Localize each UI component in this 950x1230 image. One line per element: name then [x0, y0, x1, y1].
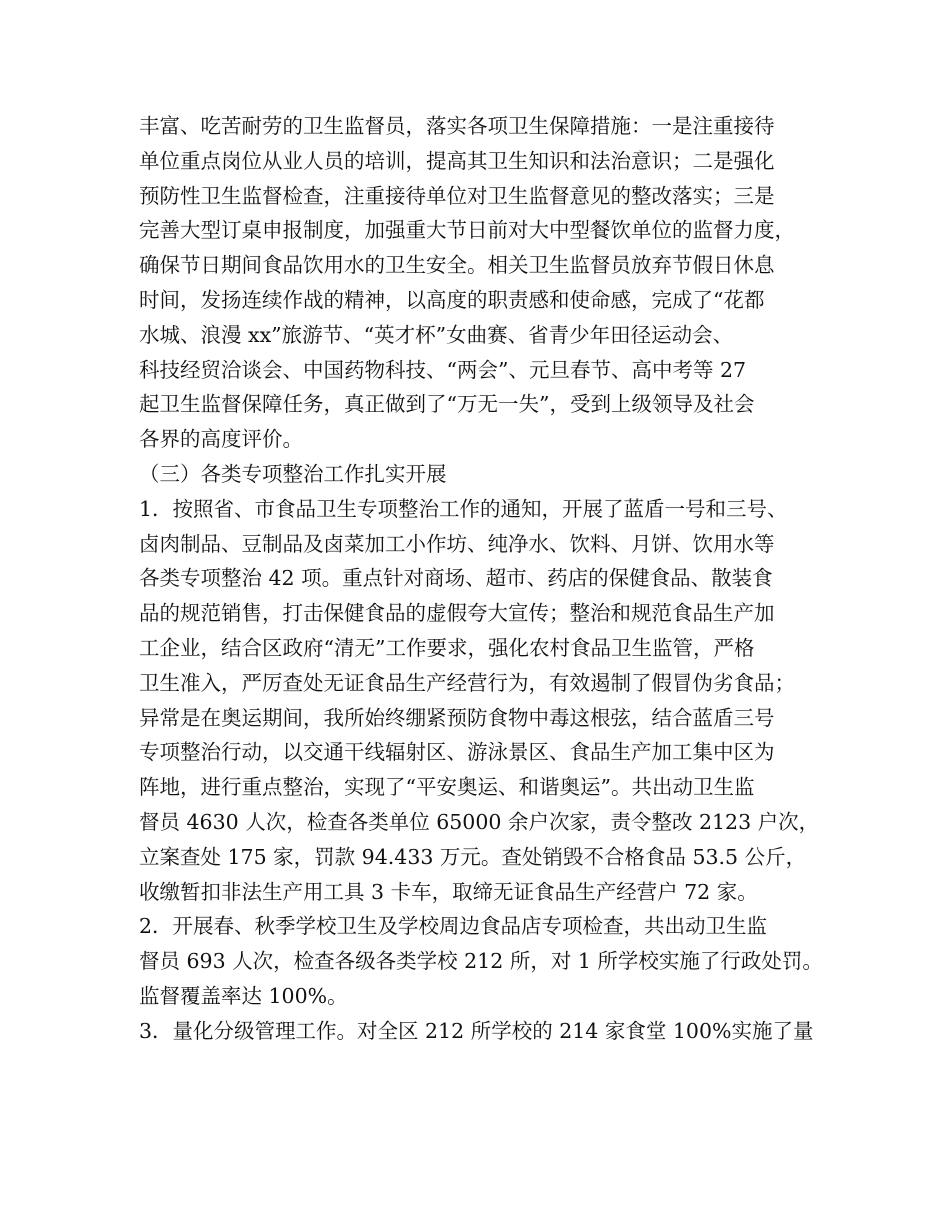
- text-line: 阵地，进行重点整治，实现了“平安奥运、和谐奥运”。共出动卫生监: [139, 775, 755, 800]
- text-line: 督员 4630 人次，检查各类单位 65000 余户次家，责令整改 2123 户次，: [139, 809, 820, 834]
- document-body: [139, 109, 823, 1049]
- text-line: 卤肉制品、豆制品及卤菜加工小作坊、纯净水、饮料、月饼、饮用水等: [139, 531, 775, 556]
- text-line: 2．开展春、秋季学校卫生及学校周边食品店专项检查，共出动卫生监: [139, 914, 768, 939]
- text-line: 立案查处 175 家，罚款 94.433 万元。查处销毁不合格食品 53.5 公斤，: [139, 844, 807, 869]
- text-line: 督员 693 人次，检查各级各类学校 212 所，对 1 所学校实施了行政处罚。: [139, 949, 823, 974]
- text-line: 时间，发扬连续作战的精神，以高度的职责感和使命感，完成了“花都: [139, 287, 765, 312]
- text-line: 收缴暂扣非法生产用工具 3 卡车，取缔无证食品生产经营户 72 家。: [139, 879, 758, 904]
- text-line: 监督覆盖率达 100%。: [139, 983, 348, 1008]
- text-line: 3．量化分级管理工作。对全区 212 所学校的 214 家食堂 100%实施了量: [139, 1018, 814, 1043]
- text-line: 1．按照省、市食品卫生专项整治工作的通知，开展了蓝盾一号和三号、: [139, 496, 788, 521]
- text-line: 工企业，结合区政府“清无”工作要求，强化农村食品卫生监管，严格: [139, 635, 755, 660]
- text-line: 各类专项整治 42 项。重点针对商场、超市、药店的保健食品、散装食: [139, 566, 773, 591]
- text-line: 异常是在奥运期间，我所始终绷紧预防食物中毒这根弦，结合蓝盾三号: [139, 705, 775, 730]
- text-line: 单位重点岗位从业人员的培训，提高其卫生知识和法治意识；二是强化: [139, 148, 775, 173]
- text-line: 品的规范销售，打击保健食品的虚假夸大宣传；整治和规范食品生产加: [139, 601, 775, 626]
- section-heading: （三）各类专项整治工作扎实开展: [139, 461, 447, 486]
- text-line: 丰富、吃苦耐劳的卫生监督员，落实各项卫生保障措施：一是注重接待: [139, 114, 775, 138]
- text-line: 预防性卫生监督检查，注重接待单位对卫生监督意见的整改落实；三是: [139, 183, 775, 208]
- text-line: 专项整治行动，以交通干线辐射区、游泳景区、食品生产加工集中区为: [139, 740, 775, 765]
- text-line: 确保节日期间食品饮用水的卫生安全。相关卫生监督员放弃节假日休息: [139, 253, 775, 278]
- text-line: 科技经贸洽谈会、中国药物科技、“两会”、元旦春节、高中考等 27: [139, 357, 747, 382]
- text-line: 各界的高度评价。: [139, 427, 303, 452]
- text-line: 水城、浪漫 xx”旅游节、“英才杯”女曲赛、省青少年田径运动会、: [139, 322, 734, 347]
- text-line: 起卫生监督保障任务，真正做到了“万无一失”，受到上级领导及社会: [139, 392, 755, 417]
- text-line: 完善大型订桌申报制度，加强重大节日前对大中型餐饮单位的监督力度，: [139, 218, 795, 243]
- text-line: 卫生准入，严厉查处无证食品生产经营行为，有效遏制了假冒伪劣食品；: [139, 670, 795, 695]
